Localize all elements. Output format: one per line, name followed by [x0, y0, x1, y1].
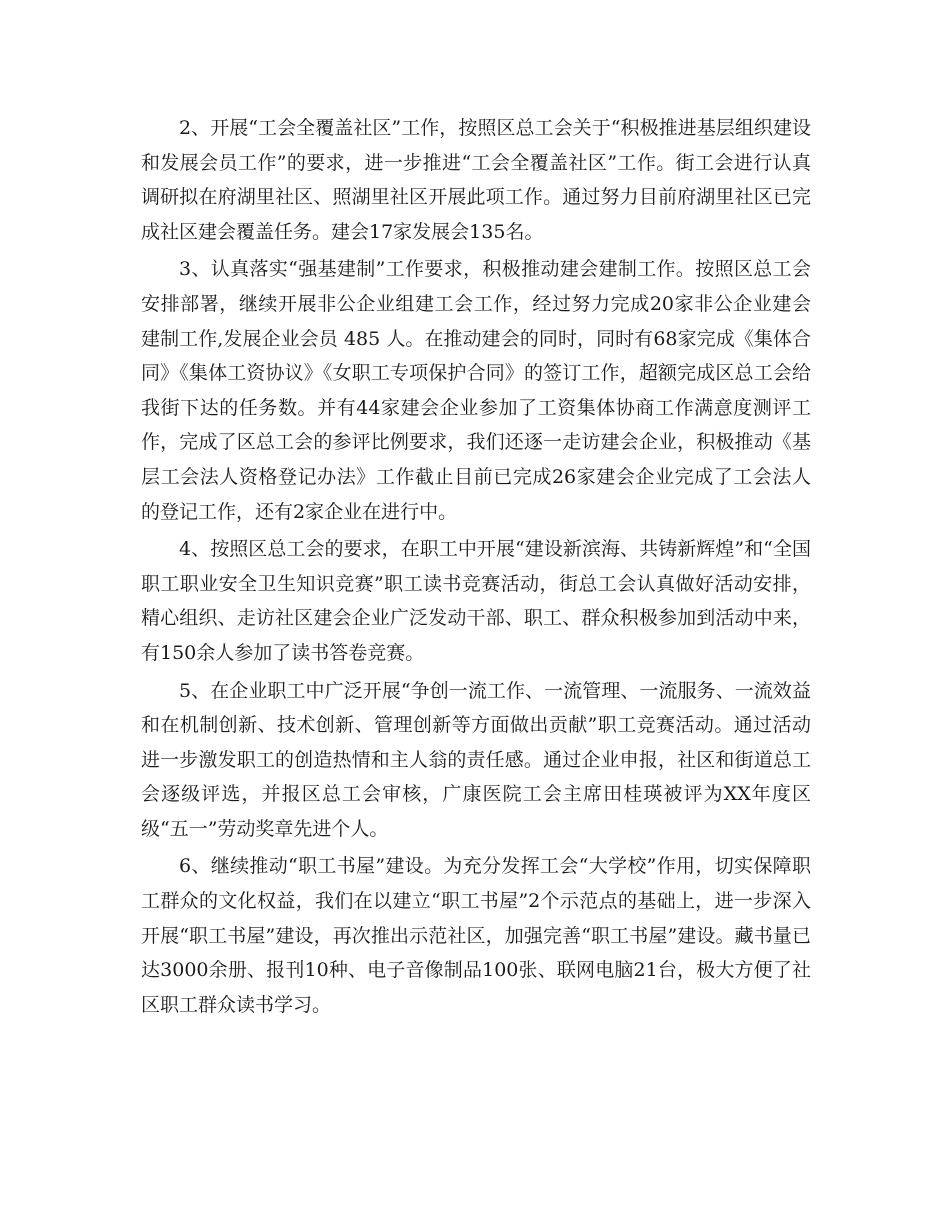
paragraph-item-4: 4、按照区总工会的要求，在职工中开展“建设新滨海、共铸新辉煌”和“全国职工职业安全卫生知识竞赛”职工读书竞赛活动，街总工会认真做好活动安排，精心组织、走访社区建会企业广泛发动干部、职工、群众积极参加到活动中来，有150余人参加了读书答卷竞赛。 [141, 538, 811, 664]
paragraph-item-3: 3、认真落实“强基建制”工作要求，积极推动建会建制工作。按照区总工会安排部署，继续开展非公企业组建工会工作，经过努力完成20家非公企业建会建制工作,发展企业会员 485 人。在推动建会的同时，同时有68家完成《集体合同》《集体工资协议》《女职工专项保护合同》的签订工作，超额完成区总工会给我街下达的任务数。并有44家建会企业参加了工资集体协商工作满意度测评工作，完成了区总工会的参评比例要求，我们还逐一走访建会企业，积极推动《基层工会法人资格登记办法》工作截止目前已完成26家建会企业完成了工会法人的登记工作，还有2家企业在进行中。 [141, 258, 811, 523]
paragraph-item-2: 2、开展“工会全覆盖社区”工作，按照区总工会关于“积极推进基层组织建设和发展会员工作”的要求，进一步推进“工会全覆盖社区”工作。街工会进行认真调研拟在府湖里社区、照湖里社区开展此项工作。通过努力目前府湖里社区已完成社区建会覆盖任务。建会17家发展会135名。 [141, 117, 811, 243]
paragraph-item-5: 5、在企业职工中广泛开展“争创一流工作、一流管理、一流服务、一流效益和在机制创新、技术创新、管理创新等方面做出贡献”职工竞赛活动。通过活动进一步激发职工的创造热情和主人翁的责任感。通过企业申报，社区和街道总工会逐级评选，并报区总工会审核，广康医院工会主席田桂瑛被评为XX年度区级“五一”劳动奖章先进个人。 [141, 679, 811, 840]
document-body [141, 111, 811, 1025]
paragraph-item-6: 6、继续推动“职工书屋”建设。为充分发挥工会“大学校”作用，切实保障职工群众的文化权益，我们在以建立“职工书屋”2个示范点的基础上，进一步深入开展“职工书屋”建设，再次推出示范社区，加强完善“职工书屋”建设。藏书量已达3000余册、报刊10种、电子音像制品100张、联网电脑21台，极大方便了社区职工群众读书学习。 [141, 855, 811, 1016]
